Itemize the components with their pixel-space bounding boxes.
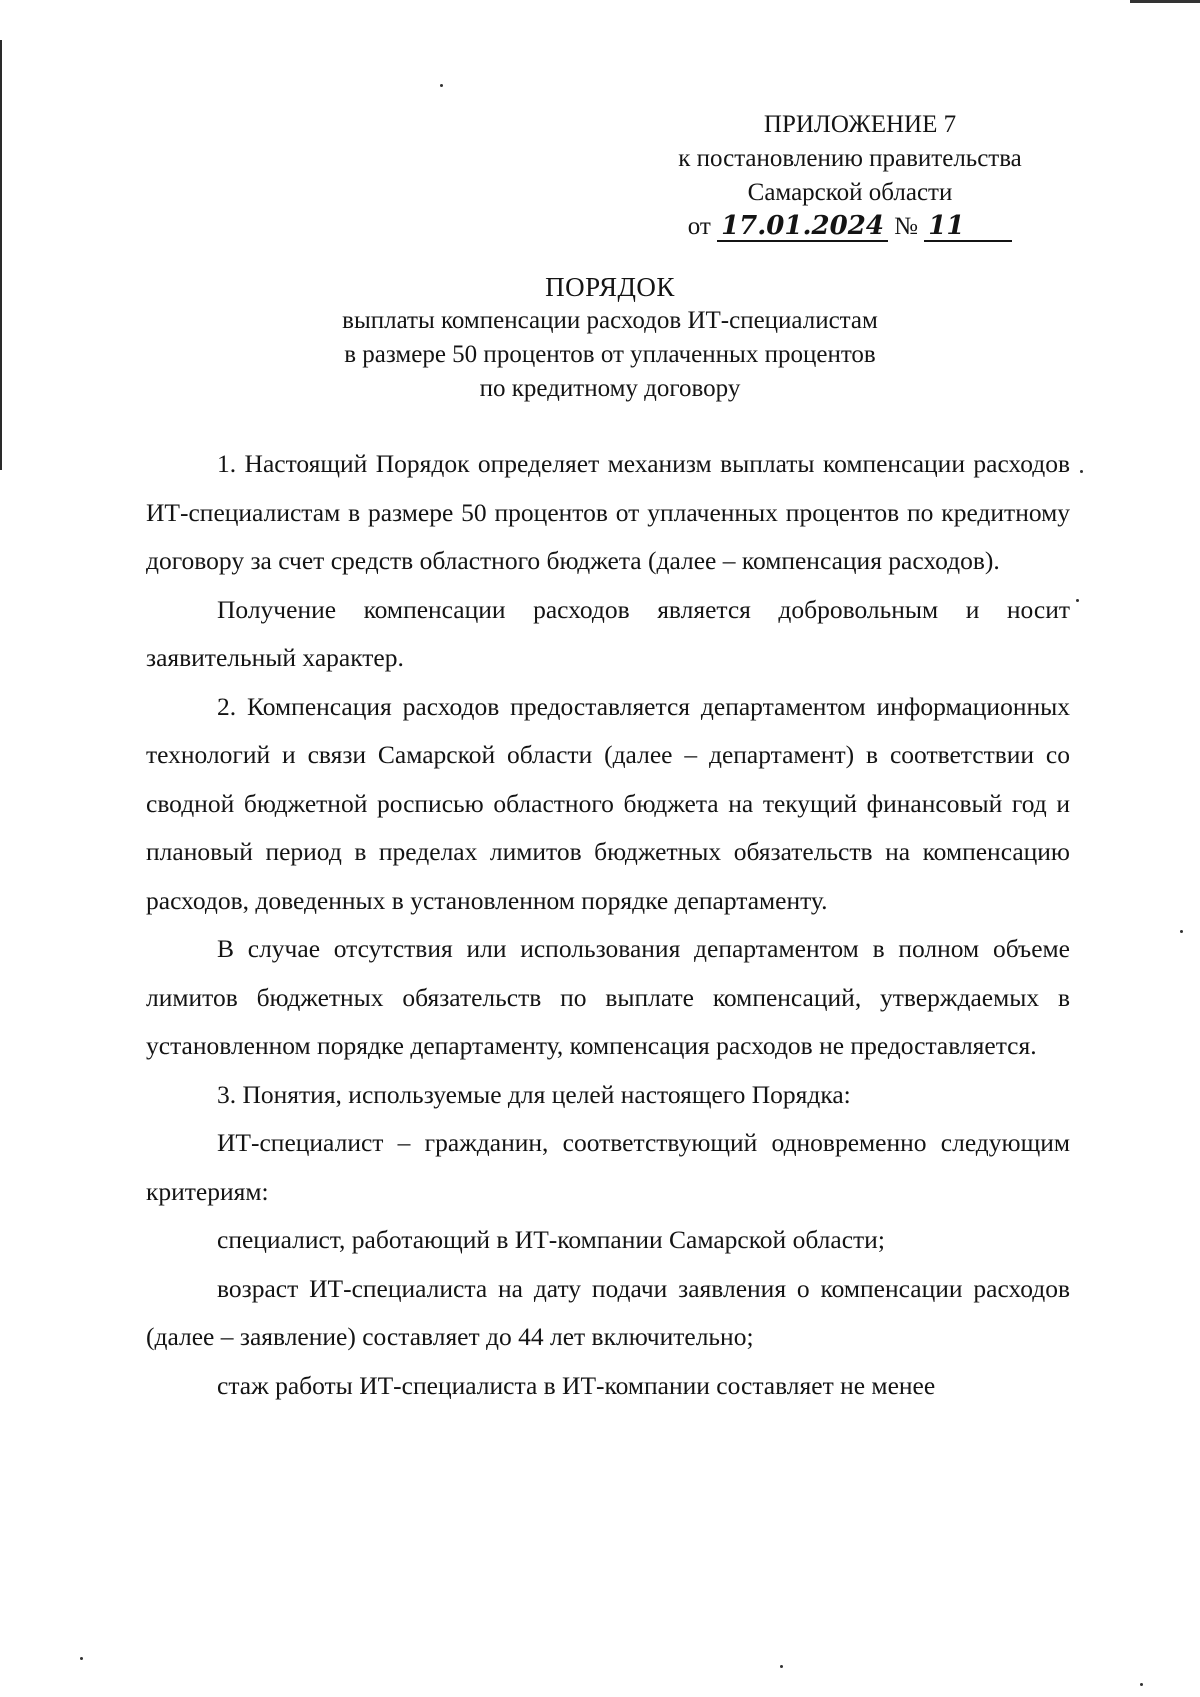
appendix-reference: к постановлению правительства: [678, 145, 1022, 172]
scan-dot: [1076, 599, 1079, 602]
paragraph-3: 2. Компенсация расходов предоставляется департаментом информационных технологий и связи Самарской области (далее – департамент) в соответствии со сводной бюджетной росписью областного бюджета на текущий финансовый год и плановый период в пределах лимитов бюджетных обязательств на компенсацию расходов, доведенных в установленном порядке департаменту.: [146, 691, 1070, 915]
approval-block: [630, 108, 1070, 244]
appendix-label: ПРИЛОЖЕНИЕ 7: [763, 111, 957, 138]
document-title: ПОРЯДОК: [545, 272, 675, 302]
scan-artifact-bar: [1130, 0, 1200, 3]
date-prefix: от: [687, 213, 711, 240]
paragraph-2: Получение компенсации расходов является добровольным и носит заявительный характер.: [146, 594, 1070, 672]
paragraph-5: 3. Понятия, используемые для целей настоящего Порядка:: [217, 1079, 851, 1109]
scan-dot: [80, 1657, 83, 1660]
document-body: [146, 440, 1070, 1410]
scan-dot: [1180, 930, 1183, 933]
scan-dot: [1140, 1683, 1143, 1686]
appendix-date-number-line: [630, 210, 1070, 244]
scan-dot: [1080, 470, 1083, 473]
document-subtitle-line-2: в размере 50 процентов от уплаченных процентов: [344, 341, 876, 368]
document-title-block: [150, 270, 1070, 406]
scan-edge-line: [0, 40, 2, 470]
paragraph-9: стаж работы ИТ-специалиста в ИТ-компании составляет не менее: [217, 1370, 936, 1400]
handwritten-date: 17.01.2024: [717, 212, 888, 242]
number-prefix: №: [894, 213, 919, 240]
scan-dot: [440, 84, 443, 87]
appendix-region: Самарской области: [747, 179, 953, 206]
handwritten-number: 11: [924, 212, 1012, 242]
document-subtitle-line-3: по кредитному договору: [479, 375, 741, 402]
paragraph-8: возраст ИТ-специалиста на дату подачи заявления о компенсации расходов (далее – заявление) составляет до 44 лет включительно;: [146, 1273, 1070, 1351]
scan-dot: [780, 1665, 783, 1668]
paragraph-7: специалист, работающий в ИТ-компании Самарской области;: [217, 1225, 885, 1254]
paragraph-1: 1. Настоящий Порядок определяет механизм выплаты компенсации расходов ИТ-специалистам в размере 50 процентов от уплаченных процентов по кредитному договору за счет средств областного бюджета (далее – компенсация расходов).: [146, 449, 1070, 575]
paragraph-4: В случае отсутствия или использования департаментом в полном объеме лимитов бюджетных обязательств по выплате компенсаций, утверждаемых в установленном порядке департаменту, компенсация расходов не предоставляется.: [146, 934, 1070, 1060]
paragraph-6: ИТ-специалист – гражданин, соответствующий одновременно следующим критериям:: [146, 1128, 1070, 1206]
document-subtitle-line-1: выплаты компенсации расходов ИТ-специалистам: [342, 307, 878, 334]
